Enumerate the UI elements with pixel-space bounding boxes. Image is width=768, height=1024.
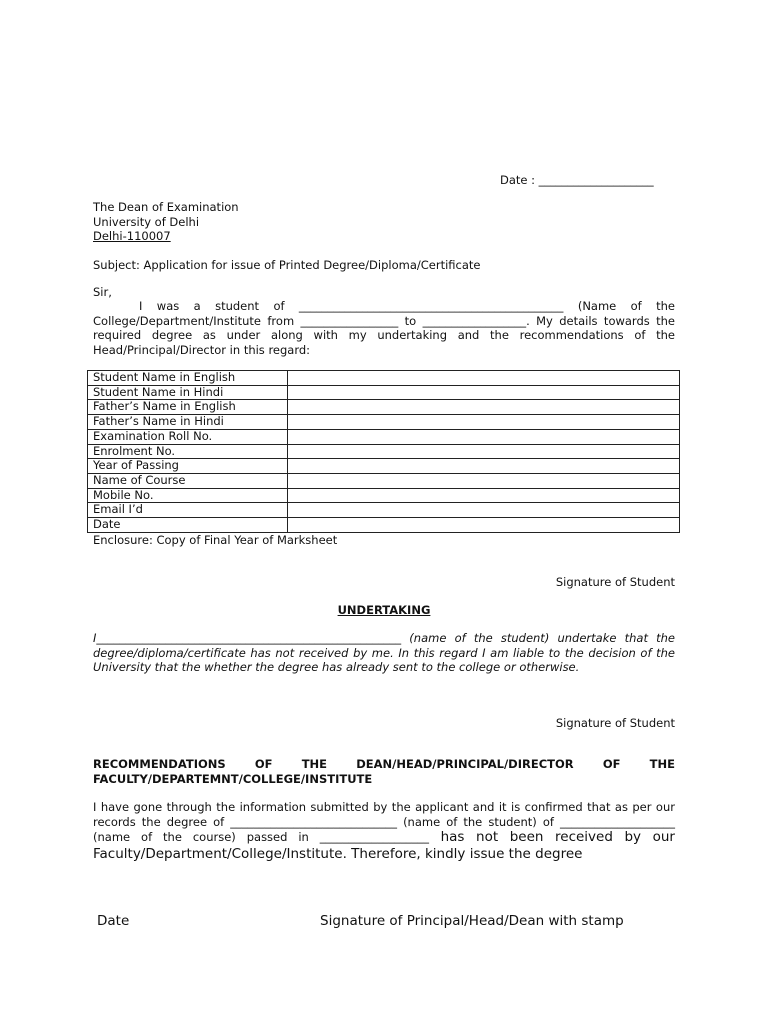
undertaking-text: I_____________________________________________________ (name of the student) undertake that the degree/diploma/certificate has not received by me. In this regard I am liable to the decision of the University that the whether the degree has already sent to the college or otherwise. [93, 631, 675, 674]
field-value[interactable] [288, 488, 680, 503]
student-details-table [87, 370, 680, 533]
table-row [88, 444, 680, 459]
intro-line-1: I was a student of ______________________________________________ (Name of the [139, 299, 675, 313]
table-row [88, 503, 680, 518]
table-row [88, 473, 680, 488]
field-label: Name of Course [88, 473, 288, 488]
undertaking-title [0, 603, 768, 618]
address-line-1: The Dean of Examination [93, 200, 239, 214]
table-row [88, 429, 680, 444]
subject-line: Subject: Application for issue of Printed Degree/Diploma/Certificate [93, 258, 481, 272]
recommendations-text-small: I have gone through the information submitted by the applicant and it is confirmed that as per our records the degree of _____________________________ (name of the student) of ____________________ (name of the course) passed in ___________________ [93, 800, 675, 844]
field-label: Examination Roll No. [88, 429, 288, 444]
recommendations-text [93, 800, 675, 863]
field-value[interactable] [288, 503, 680, 518]
table-row [88, 371, 680, 386]
field-value[interactable] [288, 371, 680, 386]
table-row [88, 459, 680, 474]
field-value[interactable] [288, 459, 680, 474]
field-value[interactable] [288, 415, 680, 430]
table-row [88, 488, 680, 503]
field-value[interactable] [288, 473, 680, 488]
date-line: Date : ____________________ [500, 173, 654, 187]
field-label: Date [88, 518, 288, 533]
field-value[interactable] [288, 385, 680, 400]
intro-rest: College/Department/Institute from _________________ to __________________. My details towards the required degree as under along with my undertaking and the recommendations of the Head/Principal/Director in this regard: [93, 313, 675, 357]
student-signature-1: Signature of Student [555, 575, 675, 589]
recipient-address [93, 200, 239, 244]
field-value[interactable] [288, 429, 680, 444]
footer-date-label: Date [97, 913, 130, 929]
intro-paragraph [93, 299, 675, 357]
field-value[interactable] [288, 518, 680, 533]
field-value[interactable] [288, 400, 680, 415]
principal-signature: Signature of Principal/Head/Dean with stamp [320, 913, 624, 929]
address-line-3: Delhi-110007 [93, 229, 171, 243]
field-label: Student Name in English [88, 371, 288, 386]
field-label: Student Name in Hindi [88, 385, 288, 400]
field-value[interactable] [288, 444, 680, 459]
recommendations-title: RECOMMENDATIONS OF THE DEAN/HEAD/PRINCIPAL/DIRECTOR OF THE FACULTY/DEPARTEMNT/COLLEGE/INSTITUTE [93, 757, 675, 786]
salutation: Sir, [93, 285, 112, 299]
table-row [88, 415, 680, 430]
address-line-2: University of Delhi [93, 214, 200, 229]
field-label: Email I’d [88, 503, 288, 518]
field-label: Enrolment No. [88, 444, 288, 459]
table-row [88, 385, 680, 400]
enclosure-note: Enclosure: Copy of Final Year of Marksheet [93, 533, 338, 547]
table-row [88, 400, 680, 415]
table-row [88, 518, 680, 533]
field-label: Father’s Name in Hindi [88, 415, 288, 430]
field-label: Father’s Name in English [88, 400, 288, 415]
field-label: Year of Passing [88, 459, 288, 474]
undertaking-title-text: UNDERTAKING [337, 603, 431, 617]
recommendations-text-large: has not been received by our Faculty/Department/College/Institute. Therefore, kindly issue the degree [93, 829, 675, 862]
field-label: Mobile No. [88, 488, 288, 503]
student-signature-2: Signature of Student [555, 716, 675, 730]
